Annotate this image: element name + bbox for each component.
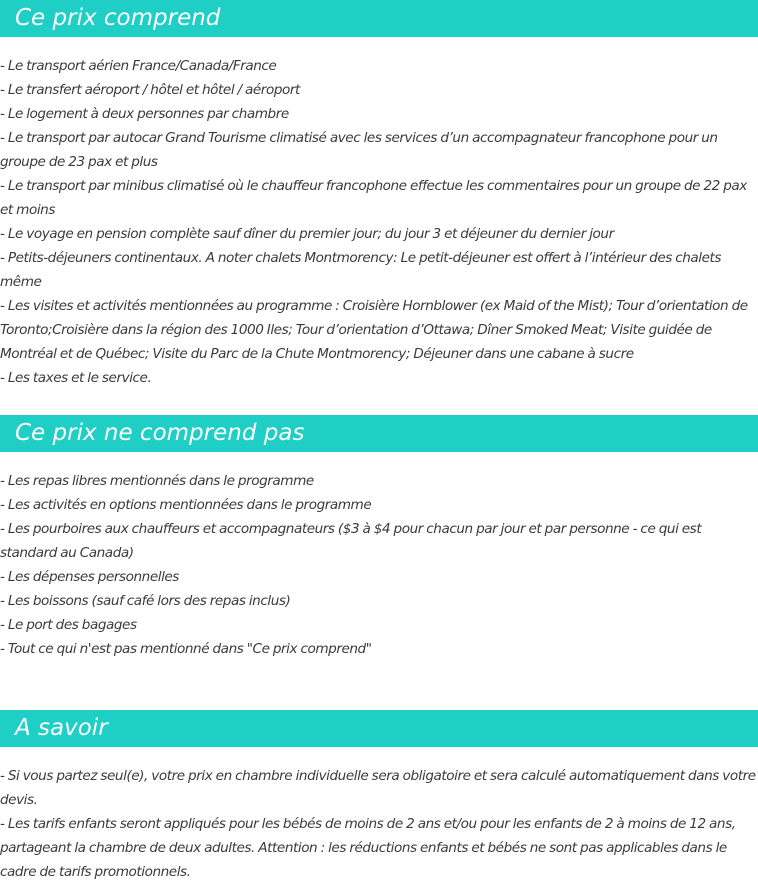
section-a-savoir <box>0 710 758 884</box>
list-item: - Le transport par minibus climatisé où le chauffeur francophone effectue les commentaires pour un groupe de 22 pax et moins <box>0 178 747 218</box>
section-ce-prix-comprend <box>0 0 758 390</box>
excluded-list <box>0 469 758 661</box>
list-item: - Le voyage en pension complète sauf dîner du premier jour; du jour 3 et déjeuner du dernier jour <box>0 226 614 242</box>
list-item: - Les visites et activités mentionnées au programme : Croisière Hornblower (ex Maid of the Mist); Tour d’orientation de Toronto;Croisière dans la région des 1000 Iles; Tour d’orientation d’Ottawa; Dîner Smoked Meat; Visite guidée de Montréal et de Québec; Visite du Parc de la Chute Montmorency; Déjeuner dans une cabane à sucre <box>0 298 748 362</box>
list-item: - Le transport par autocar Grand Tourisme climatisé avec les services d’un accompagnateur francophone pour un groupe de 23 pax et plus <box>0 130 718 170</box>
list-item: - Le port des bagages <box>0 617 137 633</box>
list-item: - Le logement à deux personnes par chambre <box>0 106 289 122</box>
list-item: - Petits-déjeuners continentaux. A noter chalets Montmorency: Le petit-déjeuner est offert à l’intérieur des chalets même <box>0 250 722 290</box>
section-title: Ce prix ne comprend pas <box>0 415 758 452</box>
list-item: - Les pourboires aux chauffeurs et accompagnateurs ($3 à $4 pour chacun par jour et par personne - ce qui est standard au Canada) <box>0 521 702 561</box>
section-title: A savoir <box>0 710 758 747</box>
list-item: - Les activités en options mentionnées dans le programme <box>0 497 372 513</box>
list-item: - Les repas libres mentionnés dans le programme <box>0 473 314 489</box>
list-item: - Les boissons (sauf café lors des repas inclus) <box>0 593 291 609</box>
section-ce-prix-ne-comprend-pas <box>0 415 758 661</box>
list-item: - Si vous partez seul(e), votre prix en chambre individuelle sera obligatoire et sera calculé automatiquement dans votre devis. <box>0 768 756 808</box>
section-title: Ce prix comprend <box>0 0 758 37</box>
info-list <box>0 764 758 884</box>
list-item: - Tout ce qui n'est pas mentionné dans "Ce prix comprend" <box>0 641 372 657</box>
list-item: - Le transport aérien France/Canada/France <box>0 58 277 74</box>
included-list <box>0 54 758 390</box>
list-item: - Les dépenses personnelles <box>0 569 179 585</box>
list-item: - Le transfert aéroport / hôtel et hôtel / aéroport <box>0 82 300 98</box>
list-item: - Les taxes et le service. <box>0 370 152 386</box>
list-item: - Les tarifs enfants seront appliqués pour les bébés de moins de 2 ans et/ou pour les enfants de 2 à moins de 12 ans, partageant la chambre de deux adultes. Attention : les réductions enfants et bébés ne sont pas applicables dans le cadre de tarifs promotionnels. <box>0 816 736 880</box>
